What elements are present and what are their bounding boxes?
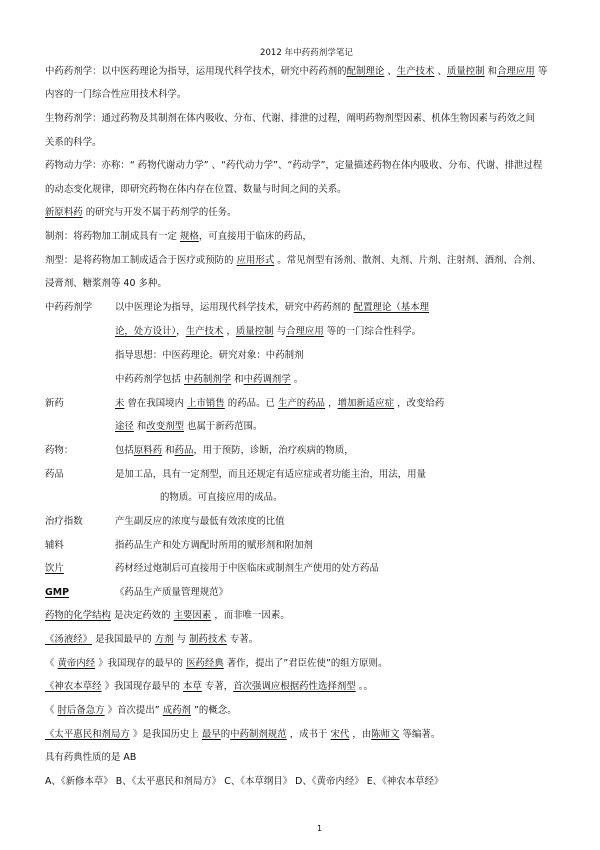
text-run: 药物： <box>45 445 74 456</box>
text-run: ，用于预防，诊断，治疗疾病的物质， <box>193 445 354 456</box>
underlined-term: 新原料药 <box>45 207 83 218</box>
text-line <box>45 634 258 646</box>
text-run: 浸膏剂、糖浆剂等 40 多种。 <box>45 278 167 289</box>
underlined-term: 改变剂型 <box>146 421 185 432</box>
underlined-term: 黄帝内经 <box>57 658 96 669</box>
text-line <box>115 587 228 599</box>
underlined-term: 饮片 <box>45 563 64 574</box>
text-line <box>45 160 542 172</box>
underlined-term: 陈师文 <box>371 729 400 740</box>
text-run: ， <box>325 398 338 409</box>
underlined-term: 途径 <box>115 421 134 432</box>
text-line <box>115 563 379 575</box>
text-run: 《 <box>45 705 58 716</box>
text-run: 、 <box>434 66 447 77</box>
text-run: 专著。 <box>226 634 259 645</box>
text-run: 是我国最早的 <box>92 634 155 645</box>
underlined-term: 规格 <box>179 231 199 242</box>
text-run: 《药品生产质量管理规范》 <box>115 587 229 598</box>
text-run: 辅料 <box>45 540 64 551</box>
text-run: 。。 <box>355 681 373 692</box>
term-label <box>45 587 69 599</box>
text-line <box>45 137 102 149</box>
text-run: 治疗指数 <box>45 516 83 527</box>
page-number: 1 <box>317 824 323 833</box>
text-line <box>45 89 186 101</box>
underlined-term: 药物的化学结构 <box>45 610 111 621</box>
text-run: 著作，提出了”君臣佐使”的组方原则。 <box>223 658 388 669</box>
underlined-term: 配置理论（基本理 <box>353 302 430 313</box>
underlined-term: 首次强调应根据药性选择剂型 <box>233 681 356 692</box>
text-run: 是决定药效的 <box>110 610 174 621</box>
underlined-term: 制药技术 <box>189 634 227 645</box>
text-line <box>45 207 237 219</box>
text-line <box>115 516 285 528</box>
underlined-term: 本草 <box>183 681 202 692</box>
text-line <box>115 445 354 457</box>
text-run: 专著， <box>201 681 234 692</box>
text-run: 生物药剂学：通过药物及其制剂在体内吸收、分布、代谢、排泄的过程，阐明药物剂型因素、机体生物因素与药效之间 <box>45 113 536 124</box>
text-run: 包括 <box>115 445 134 456</box>
underlined-term: 成药剂 <box>162 705 191 716</box>
term-label <box>45 563 64 575</box>
underlined-term: 《太平惠民和剂局方 <box>45 729 130 740</box>
term-label <box>45 302 92 314</box>
text-line <box>115 540 313 552</box>
text-run: ， <box>176 326 186 337</box>
text-run: 的研究与开发不属于药剂学的任务。 <box>82 207 237 218</box>
text-run: 和 <box>133 421 147 432</box>
underlined-term: 增加新适应症 <box>337 398 395 409</box>
underlined-term: 未 <box>115 398 125 409</box>
text-line <box>45 184 347 196</box>
text-run: 内容的一门综合性应用技术科学。 <box>45 89 187 100</box>
text-run: A、《新修本草》 B、《太平惠民和剂局方》 C、《本草纲目》 D、《黄帝内经》 E、《神农本草经》 <box>45 776 444 787</box>
underlined-term: 上市销售 <box>187 398 225 409</box>
text-run: 剂型：是将药物加工制成适合于医疗或预防的 <box>45 255 237 266</box>
text-run: ，可直接用于临床的药品， <box>198 231 312 242</box>
underlined-term: 药品 <box>174 445 194 456</box>
text-run: 的药品。已 <box>224 398 278 409</box>
text-line <box>45 66 547 78</box>
text-line <box>45 231 312 243</box>
text-line <box>45 729 440 741</box>
text-run: 等编著。 <box>399 729 441 740</box>
text-run: 的 <box>220 729 231 740</box>
underlined-term: 中药制剂学 <box>184 374 232 385</box>
text-line <box>115 398 444 410</box>
underlined-term: 原料药 <box>133 445 163 456</box>
text-line <box>45 658 387 670</box>
text-run: 药物动力学：亦称：“ 药物代谢动力学” 、“药代动力学”、“药动学”，定量描述药物在体内吸收、分布、代谢、排泄过程 <box>45 160 543 171</box>
text-line <box>160 492 283 504</box>
text-run: 指导思想：中医药理论。研究对象：中药制剂 <box>115 350 304 361</box>
text-line <box>115 421 262 433</box>
text-run: 、 <box>384 66 397 77</box>
text-run: 与 <box>173 634 190 645</box>
text-run: 和 <box>231 374 244 385</box>
text-run: 》是我国历史上 <box>129 729 202 740</box>
text-line <box>45 278 167 290</box>
text-run: 关系的科学。 <box>45 137 102 148</box>
underlined-term: 合理应用 <box>286 326 324 337</box>
underlined-term: 最早 <box>201 729 221 740</box>
text-run: ， <box>223 326 236 337</box>
text-run: ，成书于 <box>286 729 331 740</box>
text-run: 具有药典性质的是 AB <box>45 752 137 763</box>
term-label <box>45 445 73 457</box>
text-run: 中药药剂学包括 <box>115 374 185 385</box>
underlined-term: 生产的药品 <box>277 398 326 409</box>
text-run: 以中医理论为指导，运用现代科学技术，研究中药药剂的 <box>115 302 354 313</box>
text-run: 指药品生产和处方调配时所用的赋形剂和附加剂 <box>115 540 313 551</box>
text-run: 。 <box>290 374 304 385</box>
underlined-term: 方剂 <box>154 634 174 645</box>
text-run: 是加工品，具有一定剂型，而且还规定有适应症或者功能主治，用法，用量 <box>115 469 427 480</box>
text-line <box>115 302 429 314</box>
text-line <box>45 776 443 788</box>
underlined-term: 质量控制 <box>446 66 485 77</box>
text-run: 等 <box>534 66 548 77</box>
text-run: ，改变给药 <box>394 398 445 409</box>
term-label <box>45 540 64 552</box>
text-run: 《 <box>45 658 58 669</box>
text-line <box>115 469 426 481</box>
text-run: 等的一门综合性科学。 <box>323 326 422 337</box>
text-line <box>45 113 535 125</box>
text-line <box>45 610 290 622</box>
underlined-term: 中药调剂学 <box>243 374 291 385</box>
text-line <box>115 326 421 338</box>
text-run: 曾在我国境内 <box>124 398 188 409</box>
text-run: 。常见剂型有汤剂、散剂、丸剂、片剂、注射剂、酒剂、合剂、 <box>274 255 542 266</box>
text-line <box>115 374 303 386</box>
text-run: 新药 <box>45 398 64 409</box>
underlined-term: GMP <box>45 587 70 598</box>
term-label <box>45 516 83 528</box>
underlined-term: 宋代 <box>330 729 350 740</box>
term-label <box>45 398 64 410</box>
underlined-term: 《神农本草经 <box>45 681 102 692</box>
text-run: 》我国现存的最早的 <box>95 658 187 669</box>
text-run: 药品 <box>45 469 64 480</box>
text-run: ”的概念。 <box>190 705 237 716</box>
underlined-term: 论，处方设计） <box>115 326 177 337</box>
text-run: 制剂：将药物加工制成具有一定 <box>45 231 180 242</box>
text-run: 中药药剂学 <box>45 302 93 313</box>
text-run: ，由 <box>349 729 372 740</box>
underlined-term: 合理应用 <box>497 66 535 77</box>
text-line <box>45 681 373 693</box>
text-run: 与 <box>273 326 287 337</box>
text-run: 和 <box>162 445 175 456</box>
underlined-term: 生产技术 <box>185 326 224 337</box>
text-line <box>45 752 136 764</box>
text-run: 也属于新药范围。 <box>184 421 263 432</box>
text-run: 的物质。可直接应用的成品。 <box>160 492 283 503</box>
underlined-term: 主要因素 <box>173 610 212 621</box>
text-line <box>115 350 304 362</box>
underlined-term: 生产技术 <box>396 66 435 77</box>
text-run: 中药药剂学：以中医药理论为指导，运用现代科学技术，研究中药药剂的 <box>45 66 347 77</box>
underlined-term: 应用形式 <box>236 255 275 266</box>
text-line <box>45 705 237 717</box>
underlined-term: 《汤液经》 <box>45 634 93 645</box>
underlined-term: 质量控制 <box>235 326 274 337</box>
term-label <box>45 469 64 481</box>
underlined-term: 中药制剂规范 <box>230 729 287 740</box>
text-run: 的动态变化规律，即研究药物在体内存在位置、数量与时间之间的关系。 <box>45 184 347 195</box>
text-run: 》首次提出” <box>104 705 163 716</box>
page-title: 2012 年中药药剂学笔记 <box>260 48 353 58</box>
text-run: 和 <box>484 66 498 77</box>
text-run: ，而非唯一因素。 <box>211 610 290 621</box>
text-run: 产生副反应的浓度与最低有效浓度的比值 <box>115 516 285 527</box>
text-run: 药材经过炮制后可直接用于中医临床或制剂生产使用的处方药品 <box>115 563 379 574</box>
text-line <box>45 255 541 267</box>
underlined-term: 肘后备急方 <box>57 705 105 716</box>
text-run: 》我国现存最早的 <box>101 681 184 692</box>
underlined-term: 医药经典 <box>186 658 224 669</box>
underlined-term: 配制理论 <box>346 66 385 77</box>
